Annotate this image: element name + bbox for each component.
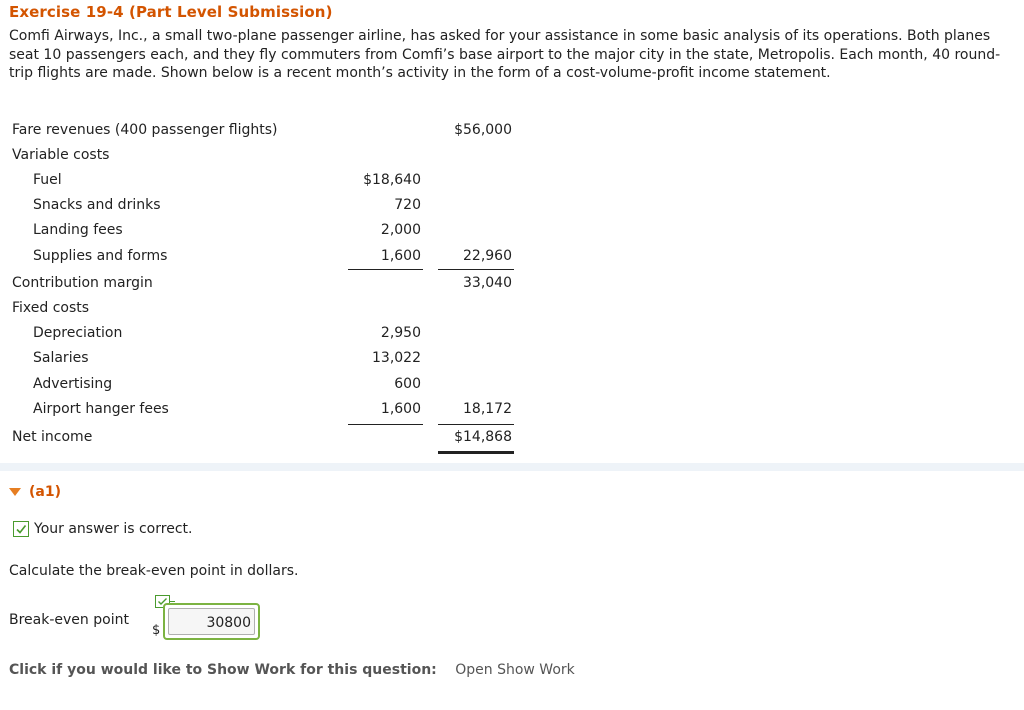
statement-row-net-income <box>0 429 560 449</box>
statement-row-landing <box>0 222 560 242</box>
part-a1-toggle[interactable] <box>9 484 61 500</box>
statement-row-depreciation <box>0 325 560 345</box>
row-amount: 600 <box>394 376 421 392</box>
show-work-label: Click if you would like to Show Work for this question: <box>9 662 437 678</box>
statement-row-supplies <box>0 248 560 268</box>
answer-status <box>13 521 192 537</box>
statement-row-fixed-costs <box>0 300 560 320</box>
status-text: Your answer is correct. <box>34 521 193 537</box>
statement-row-fare-revenues <box>0 122 560 142</box>
row-amount: 2,000 <box>380 222 421 238</box>
row-label: Snacks and drinks <box>33 197 161 213</box>
row-amount: 1,600 <box>380 401 421 417</box>
open-show-work-link[interactable]: Open Show Work <box>455 662 575 678</box>
statement-row-contribution-margin <box>0 275 560 295</box>
collapse-triangle-icon[interactable] <box>9 488 21 496</box>
row-total: $56,000 <box>454 122 512 138</box>
row-amount: $18,640 <box>363 172 421 188</box>
row-amount: 2,950 <box>380 325 421 341</box>
row-label: Salaries <box>33 350 89 366</box>
checkmark-icon <box>13 521 29 537</box>
break-even-input-value[interactable]: 30800 <box>168 608 255 635</box>
row-label: Variable costs <box>12 147 110 163</box>
row-amount: 1,600 <box>380 248 421 264</box>
row-total: 22,960 <box>463 248 512 264</box>
row-total: 33,040 <box>463 275 512 291</box>
row-total: 18,172 <box>463 401 512 417</box>
total-double-rule <box>438 451 514 454</box>
subtotal-rule <box>438 269 514 270</box>
statement-row-advertising <box>0 376 560 396</box>
row-label: Supplies and forms <box>33 248 168 264</box>
row-label: Contribution margin <box>12 275 153 291</box>
part-heading: (a1) <box>29 484 61 500</box>
section-separator <box>0 463 1024 471</box>
row-label: Airport hanger fees <box>33 401 169 417</box>
show-work-row <box>9 662 575 678</box>
row-label: Landing fees <box>33 222 123 238</box>
statement-row-hanger-fees <box>0 401 560 421</box>
row-amount: 13,022 <box>372 350 421 366</box>
break-even-label: Break-even point <box>9 612 129 628</box>
statement-row-snacks <box>0 197 560 217</box>
statement-row-fuel <box>0 172 560 192</box>
exercise-intro: Comfi Airways, Inc., a small two-plane passenger airline, has asked for your assistance in some basic analysis of its operations. Both planes seat 10 passengers each, and they fly commuters from Comfi’s base airport to the major city in the state, Metropolis. Each month, 40 round-trip flights are made. Shown below is a recent month’s activity in the form of a cost-volume-profit income statement. <box>9 28 1001 81</box>
row-label: Net income <box>12 429 93 445</box>
row-label: Fixed costs <box>12 300 90 316</box>
question-text: Calculate the break-even point in dollars. <box>9 563 299 579</box>
checkmark-connector <box>169 601 175 602</box>
row-label: Fuel <box>33 172 62 188</box>
row-amount: 720 <box>394 197 421 213</box>
subtotal-rule <box>438 424 514 425</box>
statement-row-salaries <box>0 350 560 370</box>
subtotal-rule <box>348 269 423 270</box>
row-label: Fare revenues (400 passenger flights) <box>12 122 278 138</box>
subtotal-rule <box>348 424 423 425</box>
exercise-title: Exercise 19-4 (Part Level Submission) <box>9 3 333 21</box>
row-total: $14,868 <box>454 429 512 445</box>
row-label: Depreciation <box>33 325 123 341</box>
break-even-input[interactable] <box>163 603 260 640</box>
currency-symbol: $ <box>152 623 161 638</box>
row-label: Advertising <box>33 376 113 392</box>
statement-row-variable-costs <box>0 147 560 167</box>
